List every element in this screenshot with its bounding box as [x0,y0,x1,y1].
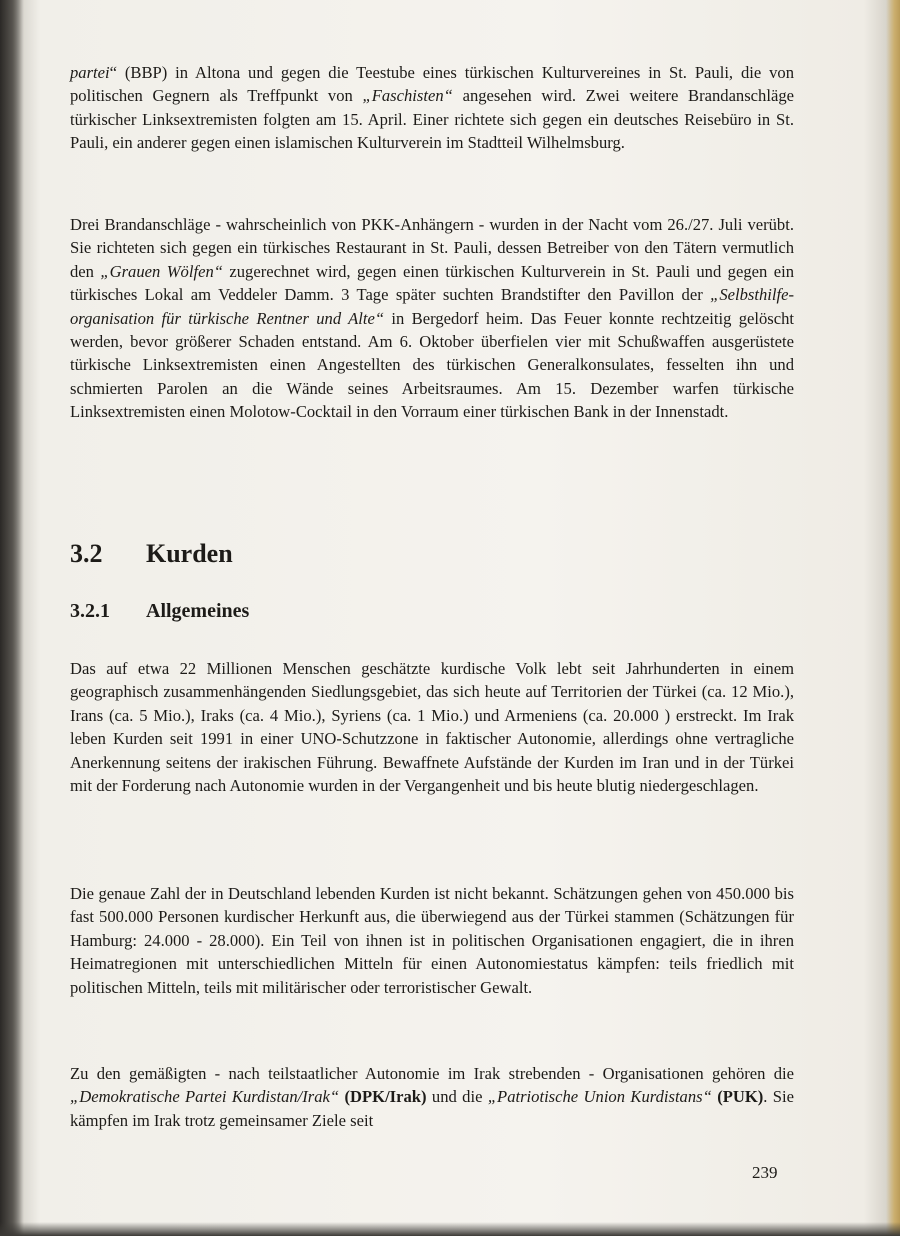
italic-text: partei [70,63,110,82]
bold-text: (DPK/Irak) [339,1087,427,1107]
text-span: “ (BBP) in Altona und gegen die Teestube eines türkischen Kulturvereines in St. Pauli, die von politischen Gegnern als Treffpunkt von [70,63,794,106]
italic-text: „Patriotische Union Kurdistans“ [487,1087,712,1107]
paragraph-1 [70,61,794,155]
italic-text: „Selbsthilfeorganisation für türkische Rentner und Alte“ [70,285,794,328]
bold-text: (PUK) [711,1087,764,1107]
page-bottom-shadow [0,1222,900,1236]
subsection-number: 3.2.1 [70,600,110,622]
text-span: Drei Brandanschläge - wahrscheinlich von PKK-Anhängern - wurden in der Nacht vom 26./27. Juli verübt. Sie richteten sich gegen ein türkisches Restaurant in St. Pauli, dessen Betreiber von den Tätern vermutlich den [70,215,794,281]
italic-text: „Demokratische Partei Kurdistan/Irak“ [70,1087,340,1107]
text-span: in Bergedorf heim. Das Feuer konnte rechtzeitig gelöscht werden, bevor größerer Schaden entstand. Am 6. Oktober überfielen vier mit Schußwaffen ausgerüstete türkische Linksextremisten einen Angestellten des türkischen Generalkonsulates, fesselten ihn und schmierten Parolen an die Wände seines Arbeitsraumes. Am 15. Dezember warfen türkische Linksextremisten einen Molotow-Cocktail in den Vorraum einer türkischen Bank in der Innenstadt. [70,308,794,422]
paragraph-5 [70,1062,794,1132]
section-number: 3.2 [70,539,103,568]
text-span: . Sie kämpfen im Irak trotz gemeinsamer Ziele seit [70,1087,795,1130]
text-span: Zu den gemäßigten - nach teilstaatlicher Autonomie im Irak strebenden - Organisationen gehören die [70,1064,794,1083]
text-span: zugerechnet wird, gegen einen türkischen Kulturverein in St. Pauli und gegen ein türkisches Lokal am Veddeler Damm. 3 Tage später suchten Brandstifter den Pavillon der [70,261,794,305]
text-span: und die [426,1087,488,1107]
book-spine-shadow [0,0,24,1236]
paragraph-3: Das auf etwa 22 Millionen Menschen geschätzte kurdische Volk lebt seit Jahrhunderten in einem geographisch zusammenhängenden Siedlungsgebiet, das sich heute auf Territorien der Türkei (ca. 12 Mio.), Irans (ca. 5 Mio.), Iraks (ca. 4 Mio.), Syriens (ca. 1 Mio.) und Armeniens (ca. 20.000 ) erstreckt. Im Irak leben Kurden seit 1991 in einer UNO-Schutzzone in faktischer Autonomie, allerdings ohne vertragliche Anerkennung seitens der irakischen Führung. Bewaffnete Aufstände der Kurden im Iran und in der Türkei mit der Forderung nach Autonomie wurden in der Vergangenheit und bis heute blutig niedergeschlagen. [70,659,794,796]
italic-text: „Faschisten“ [362,86,453,106]
text-span: angesehen wird. Zwei weitere Brandanschläge türkischer Linksextremisten folgten am 15. April. Einer richtete sich gegen ein deutsches Reisebüro in St. Pauli, ein anderer gegen einen islamischen Kulturverein im Stadtteil Wilhelmsburg. [70,86,794,153]
italic-text: „Grauen Wölfen“ [100,261,223,281]
page-edge [886,0,900,1236]
subsection-title: Allgemeines [146,600,250,622]
section-title: Kurden [146,539,233,568]
section-heading [70,539,233,569]
paragraph-4: Die genaue Zahl der in Deutschland lebenden Kurden ist nicht bekannt. Schätzungen gehen von 450.000 bis fast 500.000 Personen kurdischer Herkunft aus, die überwiegend aus der Türkei stammen (Schätzungen für Hamburg: 24.000 - 28.000). Ein Teil von ihnen ist in politischen Organisationen engagiert, die in ihren Heimatregionen mit unterschiedlichen Mitteln für einen Autonomiestatus kämpfen: teils friedlich mit politischen Mitteln, teils mit militärischer oder terroristischer Gewalt. [70,884,794,997]
subsection-heading [70,600,249,623]
paragraph-2 [70,213,794,424]
page-number: 239 [752,1163,778,1182]
